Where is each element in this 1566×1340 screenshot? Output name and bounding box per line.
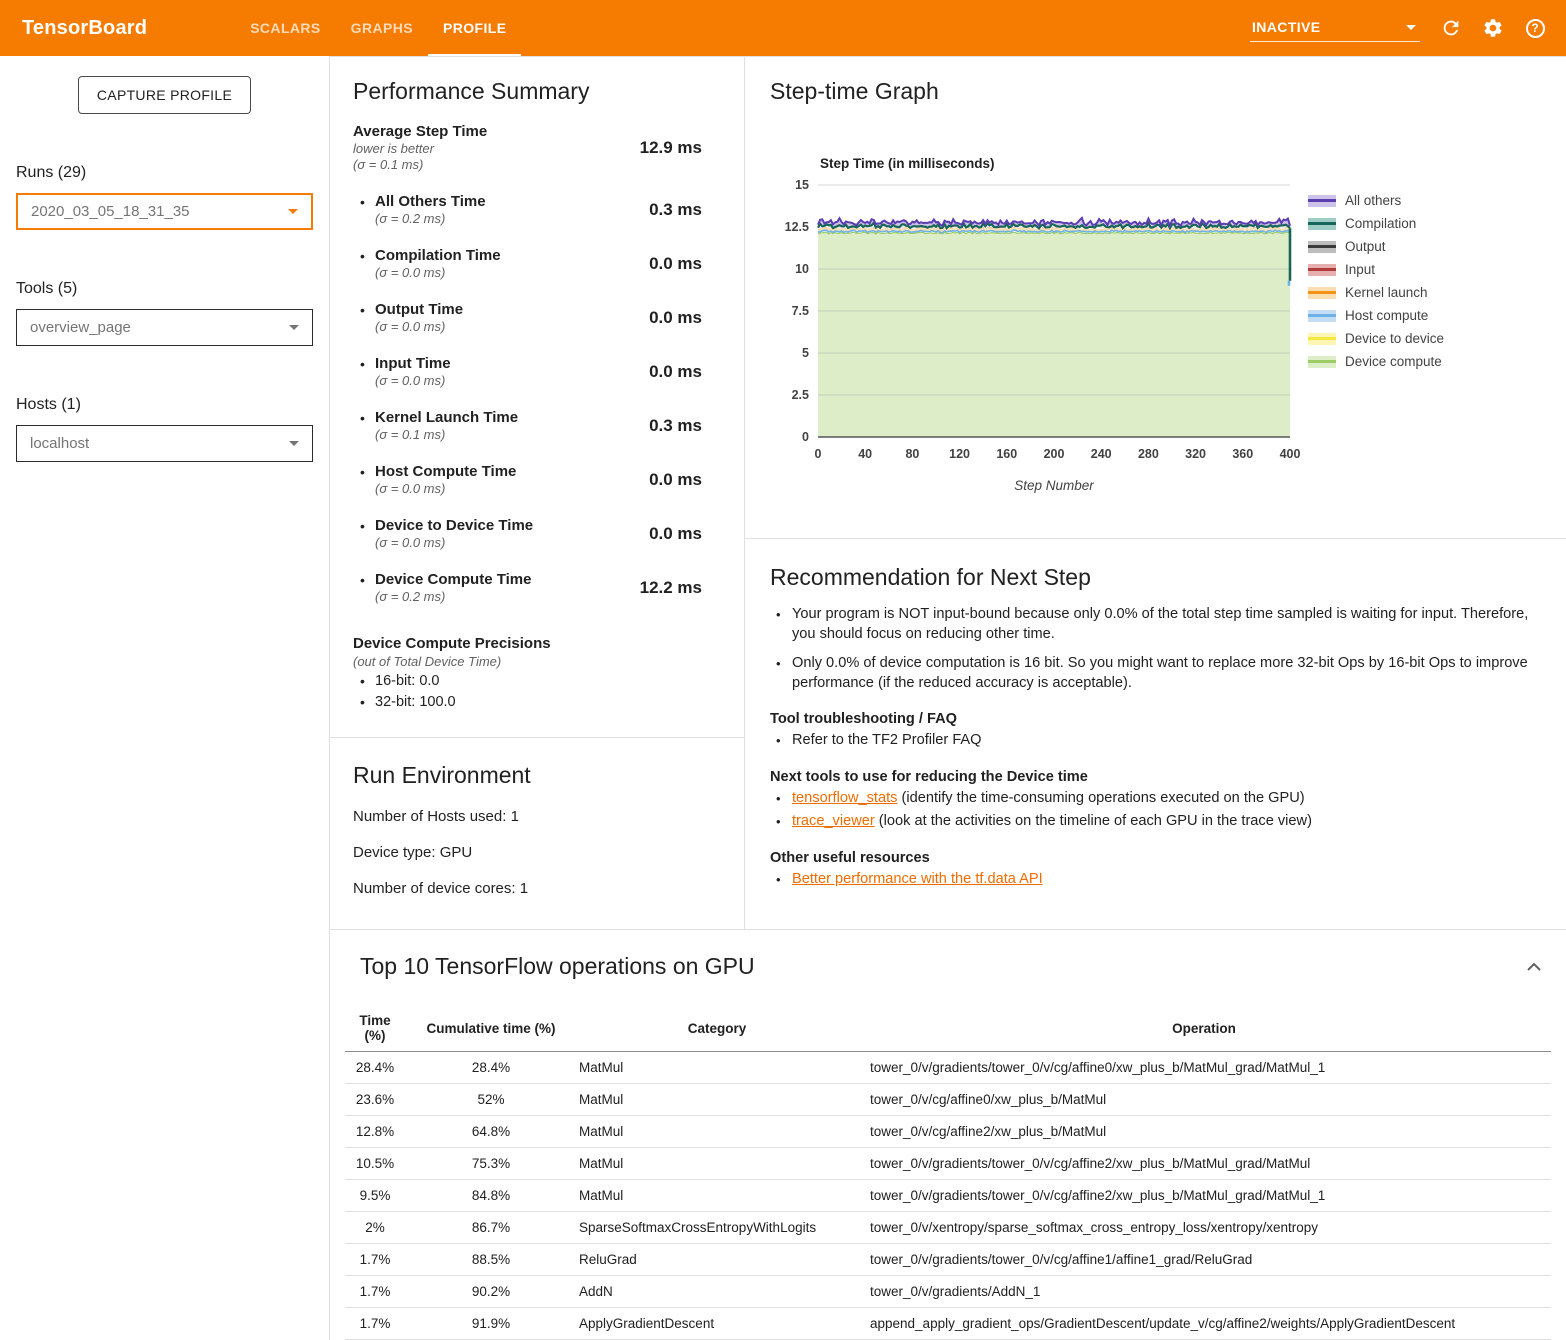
step-time-chart (770, 150, 1566, 500)
link-better-performance-with-the-tf-data-api[interactable]: Better performance with the tf.data API (792, 870, 1043, 887)
hosts-select[interactable] (16, 425, 313, 462)
svg-text:40: 40 (858, 447, 873, 461)
table-cell: 9.5% (345, 1180, 405, 1212)
app-header (0, 0, 1566, 56)
bullet: • (360, 464, 365, 480)
hosts-select-value: localhost (30, 435, 90, 452)
legend-item-compilation (1308, 216, 1444, 231)
table-cell: 12.8% (345, 1116, 405, 1148)
metric-name: All Others Time (375, 193, 486, 210)
metric-subtitle: lower is better (353, 141, 434, 156)
top10-panel (330, 929, 1566, 1340)
metric-row (353, 247, 702, 281)
svg-text:7.5: 7.5 (791, 304, 809, 318)
bullet: • (360, 410, 365, 426)
sidebar (0, 56, 330, 1340)
table-cell: 1.7% (345, 1244, 405, 1276)
table-row (345, 1276, 1551, 1308)
metric-row (353, 409, 702, 443)
app-logo: TensorBoard (22, 16, 148, 39)
runs-select[interactable] (16, 193, 313, 230)
svg-text:360: 360 (1232, 447, 1254, 461)
legend-label: Output (1345, 239, 1386, 254)
legend-swatch (1308, 195, 1336, 207)
table-cell: 10.5% (345, 1148, 405, 1180)
table-cell: 64.8% (405, 1116, 577, 1148)
link-tensorflow-stats[interactable]: tensorflow_stats (792, 789, 898, 806)
control-group-hosts (16, 396, 313, 462)
recommendation-bullets (770, 605, 1536, 693)
table-cell: MatMul (577, 1116, 857, 1148)
table-cell: 23.6% (345, 1084, 405, 1116)
table-cell: ReluGrad (577, 1244, 857, 1276)
recommendation-title: Recommendation for Next Step (770, 564, 1091, 590)
table-cell: 91.9% (405, 1308, 577, 1340)
status-dropdown[interactable] (1250, 14, 1420, 42)
legend-swatch (1308, 356, 1336, 368)
bullet: • (360, 673, 365, 689)
metric-sigma: (σ = 0.0 ms) (375, 535, 446, 550)
table-row (345, 1084, 1551, 1116)
table-cell: tower_0/v/gradients/tower_0/v/cg/affine1/affine1_grad/ReluGrad (857, 1244, 1551, 1276)
svg-text:280: 280 (1137, 447, 1159, 461)
table-cell: SparseSoftmaxCrossEntropyWithLogits (577, 1212, 857, 1244)
bullet: • (360, 518, 365, 534)
legend-swatch (1308, 333, 1336, 345)
legend-label: Host compute (1345, 308, 1429, 323)
runs-label: Runs (29) (16, 164, 87, 181)
legend-item-host-compute (1308, 308, 1444, 323)
metric-name: Kernel Launch Time (375, 409, 519, 426)
recommendation-panel (770, 564, 1566, 889)
metric-sigma: (σ = 0.2 ms) (375, 589, 446, 604)
metric-name: Compilation Time (375, 247, 501, 264)
run-environment-title: Run Environment (353, 762, 531, 788)
column-header: Category (577, 1005, 857, 1052)
chevron-down-icon (289, 441, 299, 446)
table-row (345, 1244, 1551, 1276)
metric-name: Device Compute Time (375, 571, 532, 588)
metric-row (353, 301, 702, 335)
svg-text:80: 80 (905, 447, 920, 461)
step-time-chart-plot (770, 150, 1300, 500)
table-cell: tower_0/v/cg/affine0/xw_plus_b/MatMul (857, 1084, 1551, 1116)
metric-name: Average Step Time (353, 123, 488, 140)
legend-label: Kernel launch (1345, 285, 1428, 300)
legend-swatch (1308, 310, 1336, 322)
precisions-subtitle: (out of Total Device Time) (353, 654, 502, 669)
legend-swatch (1308, 218, 1336, 230)
svg-text:2.5: 2.5 (791, 388, 809, 402)
metric-sigma: (σ = 0.0 ms) (375, 373, 446, 388)
table-cell: 2% (345, 1212, 405, 1244)
divider (745, 538, 1566, 539)
metric-name: Device to Device Time (375, 517, 534, 534)
legend-label: All others (1345, 193, 1402, 208)
top10-title: Top 10 TensorFlow operations on GPU (360, 953, 755, 979)
link-trace-viewer[interactable]: trace_viewer (792, 813, 875, 829)
step-time-graph-title: Step-time Graph (770, 78, 939, 104)
table-row (345, 1180, 1551, 1212)
tab-scalars[interactable]: SCALARS (250, 20, 321, 36)
metric-row (353, 463, 702, 497)
column-header: Operation (857, 1005, 1551, 1052)
svg-text:0: 0 (802, 430, 809, 444)
legend-label: Input (1345, 262, 1376, 277)
metric-value: 0.3 ms (649, 416, 702, 435)
bullet: • (360, 248, 365, 264)
chevron-down-icon (288, 209, 298, 214)
bullet: • (360, 694, 365, 710)
svg-text:200: 200 (1043, 447, 1065, 461)
legend-swatch (1308, 287, 1336, 299)
legend-item-device-to-device (1308, 331, 1444, 346)
table-cell: MatMul (577, 1052, 857, 1084)
control-group-runs (16, 164, 313, 230)
chart-legend (1308, 193, 1444, 500)
svg-text:Step Number: Step Number (1014, 478, 1094, 493)
table-cell: 28.4% (405, 1052, 577, 1084)
performance-summary-panel (330, 57, 745, 929)
divider (330, 737, 744, 738)
metric-value: 0.3 ms (649, 200, 702, 219)
legend-item-input (1308, 262, 1444, 277)
svg-text:5: 5 (802, 346, 809, 360)
svg-text:320: 320 (1185, 447, 1207, 461)
column-header: Cumulative time (%) (405, 1005, 577, 1052)
table-row (345, 1308, 1551, 1340)
table-row (345, 1052, 1551, 1084)
top10-table (345, 1005, 1551, 1340)
metric-value: 0.0 ms (649, 524, 702, 543)
svg-text:160: 160 (996, 447, 1018, 461)
legend-item-all-others (1308, 193, 1444, 208)
metric-sigma: (σ = 0.0 ms) (375, 319, 446, 334)
metric-name: Input Time (375, 355, 451, 372)
column-header: Time (%) (345, 1005, 405, 1052)
metric-value: 0.0 ms (649, 470, 702, 489)
status-dropdown-value: INACTIVE (1252, 19, 1321, 35)
legend-swatch (1308, 264, 1336, 276)
run-environment-line: Number of Hosts used: 1 (353, 808, 519, 825)
legend-item-output (1308, 239, 1444, 254)
svg-text:Step Time (in milliseconds): Step Time (in milliseconds) (820, 156, 995, 171)
bullet: • (360, 356, 365, 372)
recommendation-subhead: Tool troubleshooting / FAQ (770, 711, 957, 727)
table-cell: append_apply_gradient_ops/GradientDescent/update_v/cg/affine2/weights/ApplyGradientDescent (857, 1308, 1551, 1340)
metric-row (353, 123, 702, 173)
metric-row (353, 193, 702, 227)
recommendation-bullet: • Only 0.0% of device computation is 16 bit. So you might want to replace more 32-bit Ops by 16-bit Ops to improve performance (if the reduced accuracy is acceptable). (770, 654, 1536, 693)
table-cell: 88.5% (405, 1244, 577, 1276)
precision-item: • 16-bit: 0.0 (360, 673, 440, 689)
table-cell: tower_0/v/xentropy/sparse_softmax_cross_entropy_loss/xentropy/xentropy (857, 1212, 1551, 1244)
recommendation-bullet: • Your program is NOT input-bound because only 0.0% of the total step time sampled is waiting for input. Therefore, you should focus on reducing other time. (770, 605, 1536, 644)
bullet: • (360, 572, 365, 588)
header-right (1250, 14, 1552, 42)
legend-label: Device compute (1345, 354, 1442, 369)
metric-value: 0.0 ms (649, 362, 702, 381)
control-group-tools (16, 280, 313, 346)
metric-row (353, 517, 702, 551)
table-cell: tower_0/v/gradients/tower_0/v/cg/affine0/xw_plus_b/MatMul_grad/MatMul_1 (857, 1052, 1551, 1084)
step-time-panel (745, 57, 1566, 929)
table-cell: 75.3% (405, 1148, 577, 1180)
sidebar-controls (16, 164, 313, 462)
precisions-title: Device Compute Precisions (353, 635, 551, 652)
table-cell: 90.2% (405, 1276, 577, 1308)
tools-label: Tools (5) (16, 280, 78, 297)
device-compute-precisions (353, 635, 744, 711)
table-cell: 28.4% (345, 1052, 405, 1084)
chevron-up-icon[interactable] (1526, 962, 1542, 972)
main-content (330, 56, 1566, 1340)
svg-text:12.5: 12.5 (784, 220, 809, 234)
metric-value: 12.2 ms (639, 578, 702, 597)
hosts-label: Hosts (1) (16, 396, 81, 413)
legend-item-kernel-launch (1308, 285, 1444, 300)
recommendation-item: • tensorflow_stats (identify the time-consuming operations executed on the GPU) (770, 789, 1536, 809)
recommendation-item (770, 870, 1536, 890)
legend-label: Device to device (1345, 331, 1445, 346)
metric-sigma: (σ = 0.1 ms) (375, 427, 446, 442)
metric-name: Host Compute Time (375, 463, 517, 480)
legend-swatch (1308, 241, 1336, 253)
recommendation-subhead: Other useful resources (770, 849, 930, 866)
legend-item-device-compute (1308, 354, 1444, 369)
metric-value: 0.0 ms (649, 308, 702, 327)
help-icon[interactable]: ? (1524, 17, 1546, 39)
metric-sigma: (σ = 0.0 ms) (375, 265, 446, 280)
table-cell: 52% (405, 1084, 577, 1116)
legend-label: Compilation (1345, 216, 1417, 231)
svg-text:400: 400 (1279, 447, 1300, 461)
run-environment-panel (353, 762, 744, 897)
metrics-list (353, 123, 744, 605)
metric-row (353, 571, 702, 605)
svg-text:0: 0 (814, 447, 822, 461)
metric-sigma: (σ = 0.0 ms) (375, 481, 446, 496)
table-cell: 1.7% (345, 1276, 405, 1308)
svg-text:120: 120 (949, 447, 971, 461)
metric-value: 0.0 ms (649, 254, 702, 273)
tab-graphs[interactable]: GRAPHS (350, 20, 413, 36)
refresh-icon[interactable] (1440, 17, 1462, 39)
precision-item: • 32-bit: 100.0 (360, 694, 456, 710)
gear-icon[interactable] (1482, 17, 1504, 39)
table-row (345, 1116, 1551, 1148)
table-cell: MatMul (577, 1084, 857, 1116)
table-cell: 1.7% (345, 1308, 405, 1340)
table-cell: 84.8% (405, 1180, 577, 1212)
header-tabs (235, 0, 521, 56)
svg-text:10: 10 (795, 262, 809, 276)
runs-select-value: 2020_03_05_18_31_35 (31, 203, 190, 220)
recommendation-subhead: Next tools to use for reducing the Device time (770, 768, 1088, 785)
table-row (345, 1148, 1551, 1180)
chevron-down-icon (289, 325, 299, 330)
bullet: • (360, 194, 365, 210)
svg-text:240: 240 (1090, 447, 1112, 461)
table-cell: tower_0/v/gradients/tower_0/v/cg/affine2/xw_plus_b/MatMul_grad/MatMul (857, 1148, 1551, 1180)
capture-profile-button[interactable]: CAPTURE PROFILE (78, 76, 251, 114)
table-cell: tower_0/v/cg/affine2/xw_plus_b/MatMul (857, 1116, 1551, 1148)
tools-select-value: overview_page (30, 319, 131, 336)
table-cell: MatMul (577, 1148, 857, 1180)
metric-sigma: (σ = 0.1 ms) (353, 157, 424, 172)
metric-value: 12.9 ms (639, 138, 702, 157)
table-cell: AddN (577, 1276, 857, 1308)
bullet: • (360, 302, 365, 318)
table-cell: tower_0/v/gradients/AddN_1 (857, 1276, 1551, 1308)
run-environment-line: Number of device cores: 1 (353, 880, 529, 897)
tab-profile[interactable]: PROFILE (428, 0, 521, 56)
table-cell: 86.7% (405, 1212, 577, 1244)
performance-summary-title: Performance Summary (353, 78, 590, 104)
metric-row (353, 355, 702, 389)
recommendation-item: • trace_viewer (look at the activities on the timeline of each GPU in the trace view) (770, 812, 1536, 832)
run-environment-line: Device type: GPU (353, 844, 473, 861)
table-cell: ApplyGradientDescent (577, 1308, 857, 1340)
table-cell: MatMul (577, 1180, 857, 1212)
tools-select[interactable] (16, 309, 313, 346)
table-row (345, 1212, 1551, 1244)
svg-text:15: 15 (795, 178, 809, 192)
chevron-down-icon (1406, 25, 1416, 30)
table-cell: tower_0/v/gradients/tower_0/v/cg/affine2/xw_plus_b/MatMul_grad/MatMul_1 (857, 1180, 1551, 1212)
metric-sigma: (σ = 0.2 ms) (375, 211, 446, 226)
metric-name: Output Time (375, 301, 464, 318)
recommendation-item: • Refer to the TF2 Profiler FAQ (770, 731, 1536, 751)
